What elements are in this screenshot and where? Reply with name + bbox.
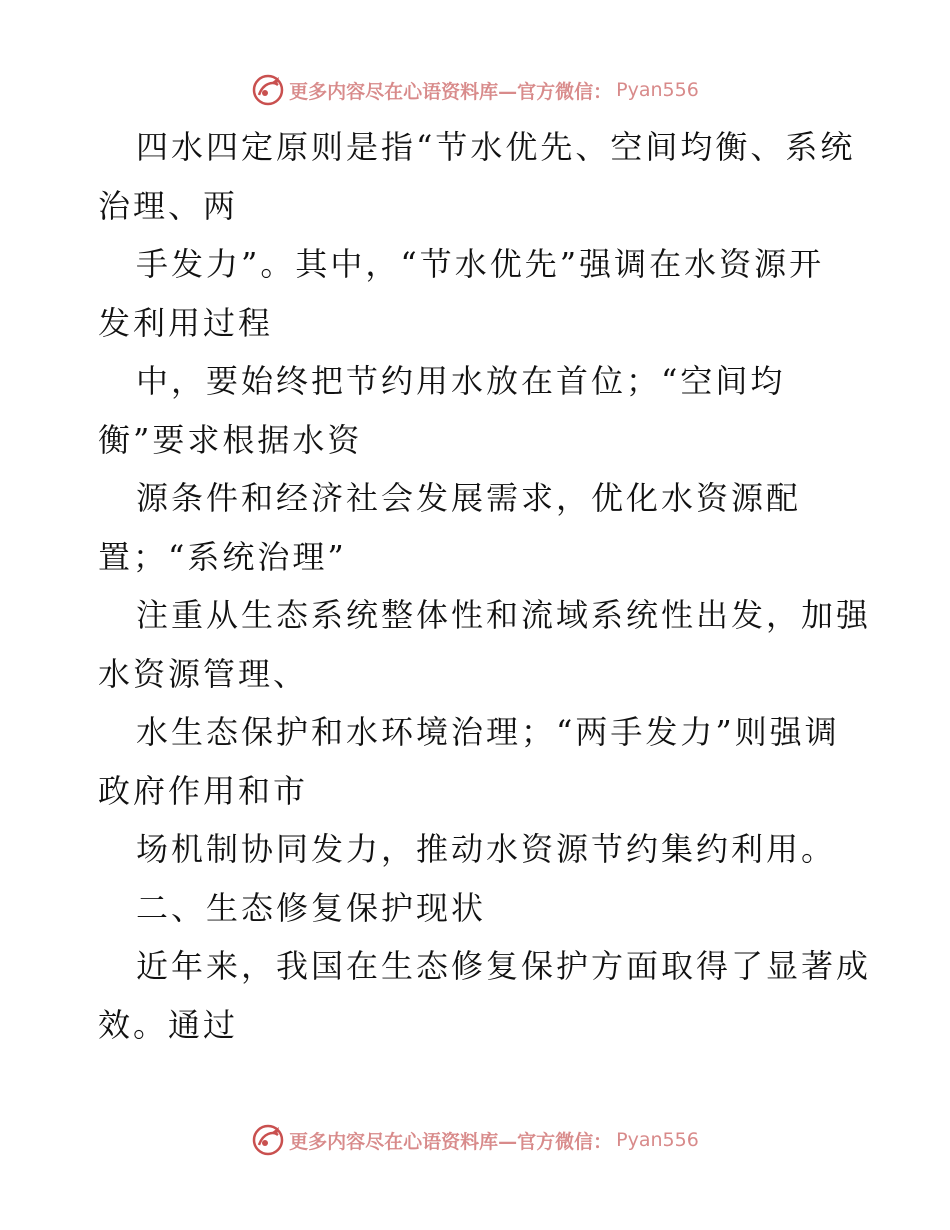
body-line: 源条件和经济社会发展需求，优化水资源配 [136, 479, 802, 517]
watermark-text: 更多内容尽在心语资料库—官方微信： [289, 80, 613, 103]
section-heading: 二、生态修复保护现状 [136, 888, 487, 927]
body-line: 手发力”。其中，“节水优先”强调在水资源开 [136, 245, 825, 283]
body-line: 政府作用和市 [98, 771, 309, 810]
footer-watermark [0, 1120, 950, 1160]
header-watermark [0, 70, 950, 110]
body-line: 衡”要求根据水资 [98, 420, 363, 459]
watermark-text: 更多内容尽在心语资料库—官方微信： [289, 1130, 613, 1153]
watermark-handle: Pyan556 [616, 79, 699, 101]
body-line: 水资源管理、 [98, 654, 309, 693]
body-line: 注重从生态系统整体性和流域系统性出发，加强 [136, 596, 872, 634]
document-body [98, 118, 872, 1054]
watermark-handle: Pyan556 [616, 1129, 699, 1151]
body-line: 中，要始终把节约用水放在首位；“空间均 [136, 362, 786, 400]
watermark-logo-icon [251, 1123, 285, 1157]
body-line: 水生态保护和水环境治理；“两手发力”则强调 [136, 713, 840, 751]
body-line: 近年来，我国在生态修复保护方面取得了显著成 [136, 947, 872, 985]
body-line: 置；“系统治理” [98, 537, 347, 576]
body-line: 治理、两 [98, 186, 239, 225]
body-line: 场机制协同发力，推动水资源节约集约利用。 [136, 830, 837, 868]
body-line: 四水四定原则是指“节水优先、空间均衡、系统 [136, 128, 856, 166]
body-line: 发利用过程 [98, 303, 274, 342]
body-line: 效。通过 [98, 1005, 239, 1044]
watermark-logo-icon [251, 73, 285, 107]
